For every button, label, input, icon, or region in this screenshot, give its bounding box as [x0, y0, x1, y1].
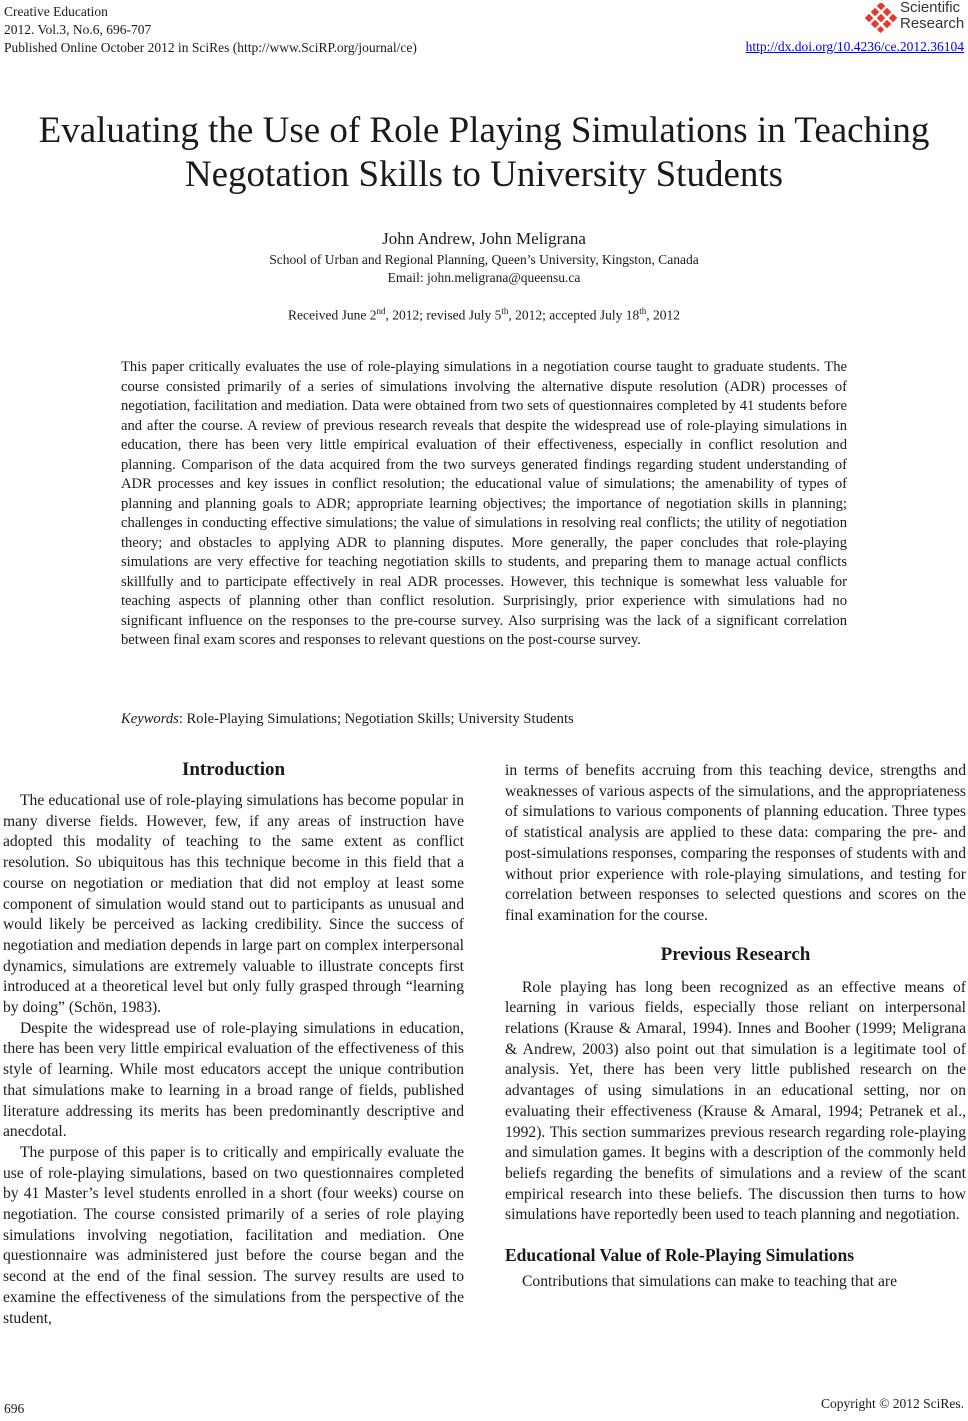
intro-continuation: in terms of benefits accruing from this teaching device, strengths and weaknesses of various aspects of the simulations, and the appropriateness of simulations to various components of planning education. Three types of statistical analysis are applied to these data: comparing the pre- and post-simulations responses, comparing the responses of students with and without prior experience with role-playing simulations, and testing for correlation between responses to selected questions and scores on the final examination for the course. [505, 762, 966, 924]
scientific-research-logo [864, 0, 964, 34]
title-line-2: Negotation Skills to University Students [184, 154, 784, 195]
left-column [3, 757, 464, 1329]
copyright-notice: Copyright © 2012 SciRes. [820, 1396, 964, 1411]
intro-paragraph: The purpose of this paper is to critically and empirically evaluate the use of role-playing simulations, based on two questionnaires completed by 41 Master’s level students enrolled in a short (four weeks) course on negotiation. The course consisted primarily of a series of role playing simulations involving negotiation, facilitation and mediation. One questionnaire was administered just before the course began and the second at the end of the final session. The survey results are used to examine the effectiveness of the simulations from the perspective of the student, [3, 1143, 464, 1327]
abstract: This paper critically evaluates the use of role-playing simulations in a negotiation course taught to graduate students. The course consisted primarily of a series of simulations involving the alternative dispute resolution (ADR) processes of negotiation, facilitation and mediation. Data were obtained from two sets of questionnaires completed by 41 students before and after the course. A review of previous research reveals that despite the widespread use of role-playing simulations in education, there has been very little empirical evaluation of their effectiveness, especially in conflict resolution and planning. Comparison of the data acquired from the two surveys generated findings regarding student understanding of ADR processes and key issues in conflict resolution; the educational value of simulations; the amenability of types of planning and planning goals to ADR; appropriate learning objectives; the importance of negotiation skills in planning; challenges in conducting effective simulations; the value of simulations in resolving real conflicts; the utility of negotiation theory; and obstacles to applying ADR to planning disputes. More generally, the paper concludes that role-playing simulations are very effective for teaching negotiation skills to students, and preparing them to manage actual conflicts skillfully and to participate effectively in real ADR processes. However, this technique is somewhat less valuable for teaching aspects of planning other than conflict resolution. Surprisingly, prior experience with simulations had no significant influence on the responses to the pre-course survey. Also surprising was the lack of a significant correlation between final exam scores and responses to relevant questions on the post-course survey. [121, 359, 847, 648]
received-sup: nd [376, 306, 386, 316]
page-number: 696 [4, 1401, 25, 1416]
revised-date: , 2012; revised July 5 [385, 307, 502, 323]
journal-name: Creative Education [4, 4, 108, 19]
journal-published: Published Online October 2012 in SciRes (http://www.SciRP.org/journal/ce) [4, 40, 417, 55]
accepted-date: , 2012; accepted July 18 [508, 307, 640, 323]
intro-paragraph: The educational use of role-playing simulations has become popular in many diverse fields. However, few, if any areas of instruction have adopted this modality of teaching to the same extent as conflict resolution. So ubiquitous has this technique become in this field that a course on negotiation or mediation that did not employ at least some component of simulation would stand out to participants as unusual and would likely be perceived as lacking credibility. Since the success of negotiation and mediation depends in large part on complex interpersonal dynamics, simulations are extremely valuable to illustrate concepts first introduced at a theoretical level but only fully grasped through “learning by doing” (Schön, 1983). [3, 792, 464, 1017]
previous-research-paragraph: Role playing has long been recognized as an effective means of learning in various fields, especially those reliant on interpersonal relations (Krause & Amaral, 1994). Innes and Booher (1999; Meligrana & Andrew, 2003) also point out that simulation is a legitimate tool of analysis. Yet, there has been very little published research on the advantages of using simulations in an educational setting, nor on evaluating their effectiveness (Krause & Amaral, 1994; Petranek et al., 1992). This section summarizes previous research regarding role-playing and simulation games. It begins with a description of the commonly held beliefs regarding the benefits of simulations and a review of the scant empirical research into these beliefs. The discussion then turns to how simulations have reportedly been used to teach planning and negotiation. [505, 978, 966, 1224]
journal-header [4, 3, 417, 57]
title-line-1: Evaluating the Use of Role Playing Simulations in Teaching [38, 110, 930, 151]
accepted-sup: th [639, 306, 647, 316]
paper-authors: John Andrew, John Meligrana [382, 229, 586, 248]
previous-research-heading: Previous Research [660, 943, 811, 965]
keywords [121, 709, 847, 729]
educational-value-heading: Educational Value of Role-Playing Simulations [505, 1245, 855, 1266]
logo-text-line2: Research [900, 15, 965, 32]
keywords-list: : Role-Playing Simulations; Negotiation Skills; University Students [178, 711, 574, 727]
keywords-label: Keywords [121, 711, 179, 727]
intro-paragraph: Despite the widespread use of role-playing simulations in education, there has been very little empirical evaluation of the effectiveness of this style of learning. While most educators accept the unique contribution that simulations make to learning in a broad range of fields, published literature addressing its merits has been predominantly descriptive and anecdotal. [3, 1019, 464, 1141]
logo-text-line1: Scientific [900, 0, 961, 16]
doi-link[interactable]: http://dx.doi.org/10.4236/ce.2012.36104 [745, 39, 964, 54]
author-email: Email: john.meligrana@queensu.ca [387, 270, 581, 285]
accepted-suffix: , 2012 [646, 307, 680, 323]
intro-heading: Introduction [181, 759, 286, 780]
author-affiliation: School of Urban and Regional Planning, Queen’s University, Kingston, Canada [269, 252, 699, 267]
educational-value-paragraph: Contributions that simulations can make to teaching that are [522, 1273, 898, 1291]
revised-sup: th [501, 306, 509, 316]
submission-dates [0, 302, 968, 325]
received-date: Received June 2 [288, 307, 377, 323]
paper-title [0, 109, 968, 197]
logo-diamonds-icon [864, 3, 898, 33]
right-column [505, 761, 966, 1293]
journal-volume: 2012. Vol.3, No.6, 696-707 [4, 22, 152, 37]
